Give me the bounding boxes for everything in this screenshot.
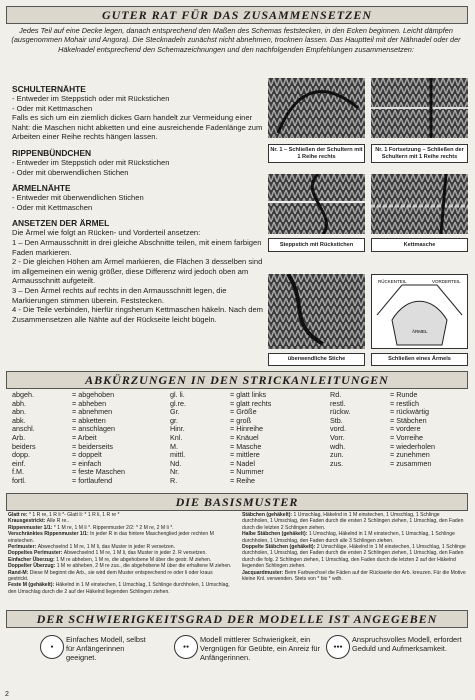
difficulty-legend bbox=[6, 631, 468, 691]
caption-5: überwendliche Stiche bbox=[268, 353, 365, 366]
basis-entry bbox=[242, 570, 467, 583]
abbr-key: Hinr. bbox=[170, 424, 185, 434]
abbr-row bbox=[12, 477, 125, 486]
basis-entry bbox=[8, 570, 233, 583]
knit-texture-image bbox=[371, 78, 468, 138]
abbr-value: = feste Maschen bbox=[72, 467, 125, 477]
abbr-key: rückw. bbox=[330, 407, 351, 417]
line: - Oder mit Kettmaschen bbox=[12, 202, 93, 212]
section-aermel bbox=[12, 183, 267, 212]
knit-texture-image bbox=[268, 78, 365, 138]
abbr-value: = Arbeit bbox=[72, 432, 97, 442]
line: - Oder mit überwendlichen Stichen bbox=[12, 167, 129, 177]
basis-entry bbox=[242, 512, 467, 531]
abbr-value: = rückwärtig bbox=[390, 407, 429, 417]
line: 1 – Den Armausschnitt in drei gleiche Abschnitte teilen, mit einem farbigen Faden markieren. bbox=[12, 237, 262, 257]
abbr-col-2 bbox=[170, 391, 271, 486]
knitting-photo-kettmasche bbox=[371, 174, 468, 234]
basis-entry bbox=[242, 544, 467, 570]
left-column bbox=[12, 84, 267, 330]
abbr-value: = Stäbchen bbox=[390, 415, 427, 425]
abbr-value: = abgehoben bbox=[72, 390, 115, 399]
basis-term: Doppeltes Perlmuster: bbox=[8, 550, 64, 557]
abbr-row bbox=[170, 468, 271, 477]
abbr-value: = Runde bbox=[390, 390, 418, 399]
basis-entry bbox=[8, 531, 233, 544]
abbr-key: Knl. bbox=[170, 432, 183, 442]
abbr-key: beiders bbox=[12, 441, 36, 451]
basis-term: Einfacher Überzug: bbox=[8, 556, 57, 563]
abbr-key: f.M. bbox=[12, 467, 24, 477]
diagram-label-vorder: VORDERTEIL bbox=[432, 279, 461, 284]
abbr-key: abk. bbox=[12, 415, 26, 425]
basis-desc: 2 Umschläge, Häkelnd in 1 M einstechen, 1 Umschlag, 1 Schlinge durchholen, 1 Umschlag, den Faden durch die ersten 2 Schlingen ziehen, 1 Umschlag, den Faden durch die folg. 2 Schlingen ziehen, 1 Umschlag, den Faden durch die letzten 2 auf der Häkelnd liegenden Schlingen ziehen. bbox=[242, 544, 466, 570]
abbr-row bbox=[330, 460, 435, 469]
abbr-key: fortl. bbox=[12, 475, 26, 485]
abbr-value: = Knäuel bbox=[230, 432, 259, 442]
abbr-value: = doppelt bbox=[72, 450, 102, 460]
abbr-key: mittl. bbox=[170, 450, 186, 460]
basis-desc: 1 Umschlag, Häkelnd in 1 M einstechen, 1 Umschlag, 1 Schlinge durchholen, 1 Umschlag, den Faden durch alle 3 Schlingen ziehen. bbox=[242, 531, 455, 544]
abbr-key: gr. bbox=[170, 415, 178, 425]
abbr-key: anschl. bbox=[12, 424, 35, 434]
knit-texture-image bbox=[371, 174, 468, 234]
abbr-key: Gr. bbox=[170, 407, 180, 417]
abbr-row bbox=[12, 408, 125, 417]
basis-left bbox=[8, 512, 233, 595]
caption-3: Steppstich mit Rückstichen bbox=[268, 238, 365, 252]
basis-term: Jacquardmuster: bbox=[242, 569, 285, 576]
basis-term: Krausgestrickt: bbox=[8, 518, 47, 525]
basis-term: Rippenmuster 1/1: bbox=[8, 524, 54, 531]
abbr-value: = Nadel bbox=[230, 458, 255, 468]
abbr-row bbox=[170, 477, 271, 486]
section-title: SCHULTERNÄHTE bbox=[12, 84, 86, 94]
basis-desc: 1 M re abheben, 2 M re zus., die abgehobene M über die erhaltene M ziehen. bbox=[56, 563, 232, 570]
abbr-row bbox=[12, 451, 125, 460]
line: - Entweder im Steppstich oder mit Rückstichen bbox=[12, 94, 170, 103]
section-title: ANSETZEN DER ÄRMEL bbox=[12, 218, 110, 229]
abbr-value: = restlich bbox=[390, 398, 419, 408]
photo-grid bbox=[268, 78, 468, 368]
basis-desc: 1 M re abheben, 1 M re, die abgehobene M über die gestr. M ziehen. bbox=[56, 556, 212, 563]
basis-right bbox=[242, 512, 467, 582]
section-schulter bbox=[12, 84, 267, 142]
line: 4 - Die Teile verbinden, hierfür ringsherum Kettmaschen häkeln. Nach dem Zusammensetzen alle Nähte auf der Rückseite leicht bügeln. bbox=[12, 305, 264, 324]
abbr-row bbox=[12, 425, 125, 434]
abbr-value: = einfach bbox=[72, 458, 102, 468]
line: - Entweder im Steppstich oder mit Rückstichen bbox=[12, 157, 170, 167]
abbr-key: abn. bbox=[12, 407, 26, 417]
abbr-key: wdh. bbox=[330, 441, 346, 451]
section-banner-abk: ABKÜRZUNGEN IN DEN STRICKANLEITUNGEN bbox=[6, 371, 468, 389]
abbr-key: R. bbox=[170, 475, 178, 485]
section-title: ÄRMELNÄHTE bbox=[12, 183, 71, 194]
basis-desc: 1 Umschlag, Häkelnd in 1 M einstechen, 1 Umschlag, 1 Schlinge durchholen, 1 Umschlag, den Faden durch die ersten 2 Schlingen ziehen, 1 Umschlag, den Faden durch die letzten 2 Schlingen ziehen. bbox=[242, 512, 464, 531]
section-banner-basis: DIE BASISMUSTER bbox=[6, 493, 468, 511]
basis-term: Halbe Stäbchen (gehäkelt): bbox=[242, 531, 309, 538]
basis-entry bbox=[242, 531, 467, 544]
abbr-value: = groß bbox=[230, 415, 251, 425]
abbr-key: einf. bbox=[12, 458, 26, 468]
basis-desc: Diese M beginnt die Arb., sie wird dem Muster entsprechend re oder li oder kraus gestrickt. bbox=[8, 569, 213, 583]
abbr-key: zus. bbox=[330, 458, 344, 468]
line: 3 – Den Ärmel rechts auf rechts in den Armausschnitt legen, die Markierungen stimmen überein. Feststecken. bbox=[12, 285, 227, 305]
caption-4: Kettmasche bbox=[371, 238, 468, 252]
basis-term: Doppelter Überzug: bbox=[8, 563, 57, 570]
difficulty-easy-icon: ● bbox=[40, 635, 64, 659]
abbr-value: = zunehmen bbox=[390, 450, 430, 460]
abbr-value: = Masche bbox=[230, 441, 262, 451]
basis-term: Glatt re: bbox=[8, 512, 29, 518]
section-banner-rat: GUTER RAT FÜR DAS ZUSAMMENSETZEN bbox=[6, 6, 468, 24]
section-rippen bbox=[12, 148, 267, 177]
abbr-key: restl. bbox=[330, 398, 346, 408]
knitting-photo-shoulder-1 bbox=[268, 78, 365, 138]
knit-texture-image bbox=[268, 174, 365, 234]
abbr-value: = zusammen bbox=[390, 458, 432, 468]
caption-1: Nr. 1 – Schließen der Schultern mit 1 Reihe rechts bbox=[268, 144, 365, 163]
caption-2: Nr. 1 Fortsetzung – Schließen der Schultern mit 1 Reihe rechts bbox=[371, 144, 468, 163]
abbr-value: = beiderseits bbox=[72, 441, 113, 451]
abbr-row bbox=[170, 451, 271, 460]
basis-term: Doppelte Stäbchen (gehäkelt): bbox=[242, 544, 317, 551]
abbr-col-1 bbox=[12, 391, 125, 486]
abbr-key: M. bbox=[170, 441, 178, 451]
abbr-value: = Vorreihe bbox=[390, 432, 423, 442]
abbr-value: = glatt links bbox=[230, 390, 267, 399]
line: Falls es sich um ein ziemlich dickes Garn handelt zur Vermeidung einer Naht: die Maschen nicht abketten und eine ausreichende Fadenlänge zum Arbeiten einer Reihe rechts hängen lassen. bbox=[12, 113, 263, 142]
diagram-label-ruecken: RÜCKENTEIL bbox=[378, 279, 407, 284]
basis-desc: Alle R re.. bbox=[46, 518, 70, 525]
difficulty-easy-text: Einfaches Modell, selbst für Anfängerinnen geeignet. bbox=[66, 635, 146, 662]
section-title: RIPPENBÜNDCHEN bbox=[12, 147, 92, 158]
abbr-value: = Hinreihe bbox=[230, 424, 263, 434]
abbr-value: = anschlagen bbox=[72, 424, 115, 434]
line: - Entweder mit überwendlichen Stichen bbox=[12, 193, 144, 203]
difficulty-medium-text: Modell mittlerer Schwierigkeit, ein Vergnügen für Geübte, ein Anreiz für Anfängerinnen. bbox=[200, 635, 320, 662]
basis-entry bbox=[8, 582, 233, 595]
abbr-key: gl. li. bbox=[170, 390, 185, 399]
line: - Oder mit Kettmaschen bbox=[12, 103, 93, 113]
abbr-value: = Reihe bbox=[230, 475, 255, 485]
difficulty-medium-icon: ●● bbox=[174, 635, 198, 659]
abbr-value: = glatt rechts bbox=[230, 398, 272, 408]
knitting-photo-ueberwendlich bbox=[268, 274, 365, 349]
caption-6: Schließen eines Ärmels bbox=[371, 353, 468, 366]
difficulty-hard-icon: ●●● bbox=[326, 635, 350, 659]
abbr-row bbox=[170, 408, 271, 417]
basis-desc: * 1 M re, 1 M li *. Rippenmuster 2/2: * 2 M re, 2 M li *. bbox=[53, 524, 174, 531]
page-number: 2 bbox=[5, 691, 9, 698]
abbr-key: Arb. bbox=[12, 432, 26, 442]
basis-term: Perlmuster: bbox=[8, 544, 38, 551]
basis-desc: Abwechselnd 1 M re, 1 M li, das Muster in jeder R versetzen. bbox=[37, 544, 176, 551]
basis-term: Verschränktes Rippenmuster 1/1: bbox=[8, 531, 91, 538]
abbr-value: = abnehmen bbox=[72, 407, 113, 417]
abbr-value: = vordere bbox=[390, 424, 421, 434]
abbr-key: abh. bbox=[12, 398, 26, 408]
basis-desc: Abwechselnd 1 M re, 1 M li, das Muster in jeder 2. R versetzen. bbox=[63, 550, 207, 557]
basis-desc: Häkelnd in 1 M einstechen, 1 Umschlag, 1 Schlinge durchholen, 1 Umschlag, den Umschlag durch die 2 auf der Häkelnd liegenden Schlingen ziehen. bbox=[8, 582, 230, 595]
basis-desc: Beim Farbwechsel die Fäden auf der Rückseite der Arb. kreuzen. Für die Motive kleine Knl. verwenden. Stets von * bis * wdh. bbox=[242, 569, 466, 583]
section-ansetzen bbox=[12, 218, 267, 324]
abbr-key: dopp. bbox=[12, 450, 30, 460]
abbr-value: = fortlaufend bbox=[72, 475, 113, 485]
basis-desc: * 1 R re, 1 R li *- Glatt li: * 1 R li, 1 R re * bbox=[28, 512, 120, 518]
sleeve-diagram-drawing bbox=[372, 275, 467, 348]
basis-term: Feste M (gehäkelt): bbox=[8, 582, 56, 589]
abbr-key: gl.re. bbox=[170, 398, 186, 408]
basis-term: Stäbchen (gehäkelt): bbox=[242, 512, 294, 518]
abbr-key: Nd. bbox=[170, 458, 182, 468]
abbr-key: Rd. bbox=[330, 390, 342, 399]
intro-text: Jedes Teil auf eine Decke legen, danach entsprechend den Maßen des Schemas feststecken, in den Ecken beginnen. Leicht dämpfen (ausgenommen Mohair und Angora). Die Stecknadeln zunächst nicht abnehmen, trocknen lassen. Das Hauptteil mit der Nähnadel oder der Häkelnadel entsprechend den Schemazeichnungen und den nachfolgenden Empfehlungen zusammensetzen: bbox=[11, 26, 461, 54]
abbr-key: zun. bbox=[330, 450, 344, 460]
section-banner-grad: DER SCHWIERIGKEITSGRAD DER MODELLE IST ANGEGEBEN bbox=[6, 610, 468, 628]
knitting-photo-steppstich bbox=[268, 174, 365, 234]
abbr-key: abgeh. bbox=[12, 390, 34, 399]
abbr-key: Stb. bbox=[330, 415, 343, 425]
abbr-key: Vorr. bbox=[330, 432, 345, 442]
difficulty-hard-text: Anspruchsvolles Modell, erfordert Geduld und Aufmerksamkeit. bbox=[352, 635, 462, 653]
abbr-value: = abheben bbox=[72, 398, 107, 408]
abbr-key: vord. bbox=[330, 424, 346, 434]
abbr-row bbox=[12, 391, 125, 400]
abbr-col-3 bbox=[330, 391, 435, 468]
knitting-photo-shoulder-2 bbox=[371, 78, 468, 138]
knit-texture-image bbox=[268, 274, 365, 349]
basis-term: Rand-M: bbox=[8, 569, 30, 576]
abbr-value: = abketten bbox=[72, 415, 106, 425]
abbr-value: = wiederholen bbox=[390, 441, 435, 451]
basis-desc: In jeder R in das hintere Maschenglied jeder rechten M einstechen. bbox=[8, 531, 214, 544]
line: Die Ärmel wie folgt an Rücken- und Vorderteil ansetzen: bbox=[12, 228, 201, 238]
abbr-value: = mittlere bbox=[230, 450, 260, 460]
diagram-label-aermel: ÄRMEL bbox=[412, 329, 428, 334]
abbr-value: = Nummer bbox=[230, 467, 264, 477]
abbr-key: Nr. bbox=[170, 467, 180, 477]
sleeve-diagram bbox=[371, 274, 468, 349]
line: 2 - Die gleichen Höhen am Ärmel markieren, die Flächen 3 desselben sind im allgemeinen ein wenig größer, diese Differenz wird jedoch oben am Armausschnitt aufgeteilt. bbox=[12, 257, 263, 286]
abbr-value: = Größe bbox=[230, 407, 257, 417]
